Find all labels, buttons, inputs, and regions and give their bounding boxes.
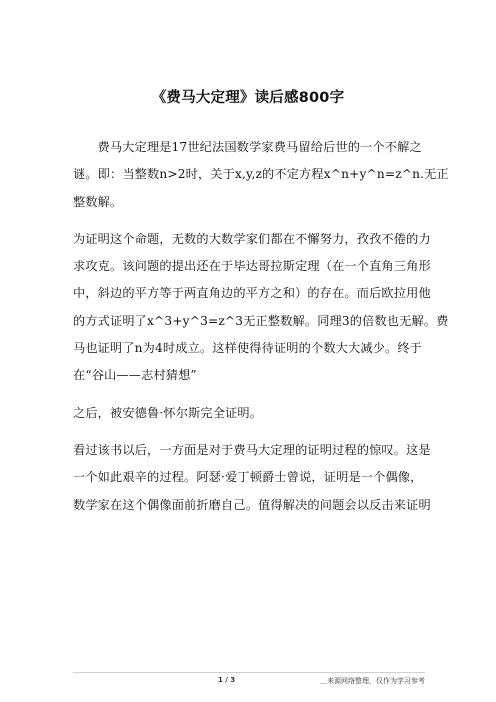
paragraph-line: 马也证明了n为4时成立。这样使得待证明的个数大大减少。终于: [73, 341, 423, 356]
source-note: ＿来源网络整理，仅作为学习参考: [320, 677, 425, 685]
page-number: 1 / 3: [218, 676, 236, 684]
paragraph-line: 看过该书以后，一方面是对于费马大定理的证明过程的惊叹。这是: [73, 442, 431, 457]
paragraph-line: 的方式证明了x^3+y^3=z^3无正整数解。同理3的倍数也无解。费: [73, 313, 449, 328]
paragraph-line: 为证明这个命题，无数的大数学家们都在不懈努力，孜孜不倦的力: [73, 231, 431, 246]
paragraph-line: 在“谷山——志村猜想”: [73, 368, 197, 383]
paragraph-gap: [73, 390, 425, 400]
paragraph-gap: [73, 216, 425, 226]
paragraph-gap: [73, 427, 425, 437]
paragraph-line: 费马大定理是17世纪法国数学家费马留给后世的一个不解之: [97, 140, 422, 154]
paragraph-line: 中，斜边的平方等于两直角边的平方之和）的存在。而后欧拉用他: [73, 286, 431, 301]
document-title: 《费马大定理》读后感800字: [151, 90, 345, 106]
paragraph-line: 数学家在这个偶像面前折磨自己。值得解决的问题会以反击来证明: [73, 497, 431, 512]
document-body: [73, 134, 449, 519]
footer-divider: [73, 672, 425, 673]
paragraph-line: 整数解。: [73, 194, 123, 209]
paragraph-line: 谜。即：当整数n>2时，关于x,y,z的不定方程x^n+y^n=z^n.无正: [73, 167, 449, 182]
paragraph-line: 求攻克。该问题的提出还在于毕达哥拉斯定理（在一个直角三角形: [73, 259, 431, 274]
paragraph-line: 一个如此艰辛的过程。阿瑟·爱丁顿爵士曾说，证明是一个偶像，: [73, 470, 423, 485]
paragraph-line: 之后，被安德鲁·怀尔斯完全证明。: [73, 405, 263, 420]
